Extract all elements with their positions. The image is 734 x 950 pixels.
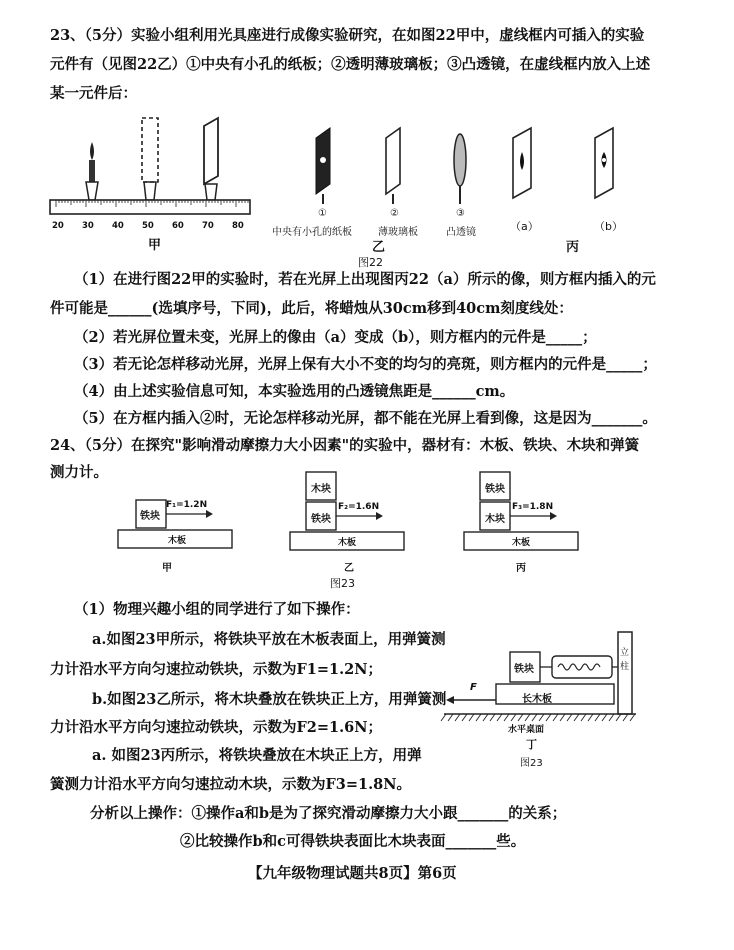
ruler-tick-label: 20: [52, 221, 64, 231]
q23-part3: （3）若无论怎样移动光屏，光屏上保有大小不变的均匀的亮斑，则方框内的元件是_____；: [74, 356, 657, 373]
q24-analysis2: ②比较操作b和c可得铁块表面比木块表面_______些。: [180, 833, 526, 850]
fig22-caption: 图22: [358, 256, 383, 269]
fig22-label-yi: 乙: [372, 240, 386, 255]
fig23-label-jia: 甲: [162, 563, 172, 574]
optical-bench-figure: [48, 112, 258, 232]
glass-plate: [386, 128, 400, 204]
item-3-num: ③: [456, 208, 465, 219]
fig23-label-yi: 乙: [344, 563, 354, 574]
ruler-tick-label: 50: [142, 221, 154, 231]
q24-c2: 簧测力计沿水平方向匀速拉动木块，示数为F3=1.8N。: [50, 776, 412, 793]
ruler-tick-label: 80: [232, 221, 244, 231]
ding-iron: 铁块: [514, 664, 534, 675]
image-b-label: （b）: [594, 220, 623, 233]
yi-force: F₂=1.6N: [338, 502, 380, 512]
jia-board: 木板: [168, 536, 187, 546]
item-1-name: 中央有小孔的纸板: [272, 227, 352, 238]
item-2-name: 薄玻璃板: [378, 227, 418, 238]
q23-part1a: （1）在进行图22甲的实验时，若在光屏上出现图丙22（a）所示的像，则方框内插入的元: [74, 271, 656, 288]
dashed-frame: [142, 118, 158, 200]
components-figure: [310, 120, 490, 220]
fig23-caption: 图23: [330, 577, 355, 590]
yi-board: 木板: [338, 538, 357, 548]
q24-line1: 24、（5分）在探究"影响滑动摩擦力大小因素"的实验中，器材有：木板、铁块、木块和弹簧: [50, 437, 640, 454]
q24-a2: 力计沿水平方向匀速拉动铁块，示数为F1=1.2N；: [50, 661, 383, 678]
ding-force: F: [470, 682, 477, 693]
image-screens-figure: [505, 118, 635, 218]
q24-intro: （1）物理兴趣小组的同学进行了如下操作：: [74, 601, 360, 618]
jia-iron: 铁块: [140, 511, 160, 522]
q23-part1b: 件可能是______(选填序号，下同)，此后，将蜡烛从30cm移到40cm刻度线处：: [50, 300, 573, 317]
ding-post: 立柱: [620, 648, 630, 672]
bing-board: 木板: [512, 538, 531, 548]
ruler-tick-label: 30: [82, 221, 94, 231]
ding-surface: 水平桌面: [508, 725, 545, 735]
q24-b1: b.如图23乙所示，将木块叠放在铁块正上方，用弹簧测: [92, 691, 447, 708]
q23-line1: 23、（5分）实验小组利用光具座进行成像实验研究，在如图22甲中，虚线框内可插入的实验: [50, 27, 645, 44]
q24-c1: a. 如图23丙所示，将铁块叠放在木块正上方，用弹: [92, 747, 422, 764]
bing-wood: 木块: [485, 514, 505, 525]
light-screen: [204, 118, 218, 200]
pinhole-card: [316, 128, 330, 204]
ruler-tick-label: 70: [202, 221, 214, 231]
fig23-label-bing: 丙: [516, 563, 526, 574]
q23-part2: （2）若光屏位置未变，光屏上的像由（a）变成（b），则方框内的元件是_____；: [74, 329, 597, 346]
item-3-name: 凸透镜: [446, 227, 476, 238]
fig22-label-bing: 丙: [566, 240, 580, 255]
yi-iron: 铁块: [311, 514, 331, 525]
q23-line3: 某一元件后：: [50, 85, 137, 102]
convex-lens: [454, 134, 466, 204]
bing-iron: 铁块: [485, 484, 505, 495]
page-footer: 【九年级物理试题共8页】第6页: [248, 865, 457, 882]
item-1-num: ①: [318, 208, 327, 219]
q24-analysis1: 分析以上操作：①操作a和b是为了探究滑动摩擦力大小跟_______的关系；: [90, 805, 567, 822]
item-2-num: ②: [390, 208, 399, 219]
jia-force: F₁=1.2N: [166, 500, 208, 510]
q24-a1: a.如图23甲所示，将铁块平放在木板表面上，用弹簧测: [92, 631, 446, 648]
screen-image-b: [595, 128, 613, 198]
fig23-ding: [440, 628, 640, 728]
fig23-caption2: 图23: [520, 758, 543, 769]
q24-line2: 测力计。: [50, 464, 108, 481]
image-a-label: （a）: [510, 220, 539, 233]
q23-part4: （4）由上述实验信息可知，本实验选用的凸透镜焦距是______cm。: [74, 383, 515, 400]
candle: [86, 142, 98, 200]
screen-image-a: [513, 128, 531, 198]
ruler-tick-label: 40: [112, 221, 124, 231]
q24-b2: 力计沿水平方向匀速拉动铁块，示数为F2=1.6N；: [50, 719, 383, 736]
ruler-tick-label: 60: [172, 221, 184, 231]
fig22-label-jia: 甲: [148, 238, 162, 253]
q23-line2: 元件有（见图22乙）①中央有小孔的纸板；②透明薄玻璃板；③凸透镜，在虚线框内放入上述: [50, 56, 651, 73]
fig23-label-ding: 丁: [526, 738, 537, 751]
q23-part5: （5）在方框内插入②时，无论怎样移动光屏，都不能在光屏上看到像，这是因为_______。: [74, 410, 657, 427]
ding-board: 长木板: [522, 694, 552, 705]
yi-wood: 木块: [311, 484, 331, 495]
bing-force: F₃=1.8N: [512, 502, 554, 512]
